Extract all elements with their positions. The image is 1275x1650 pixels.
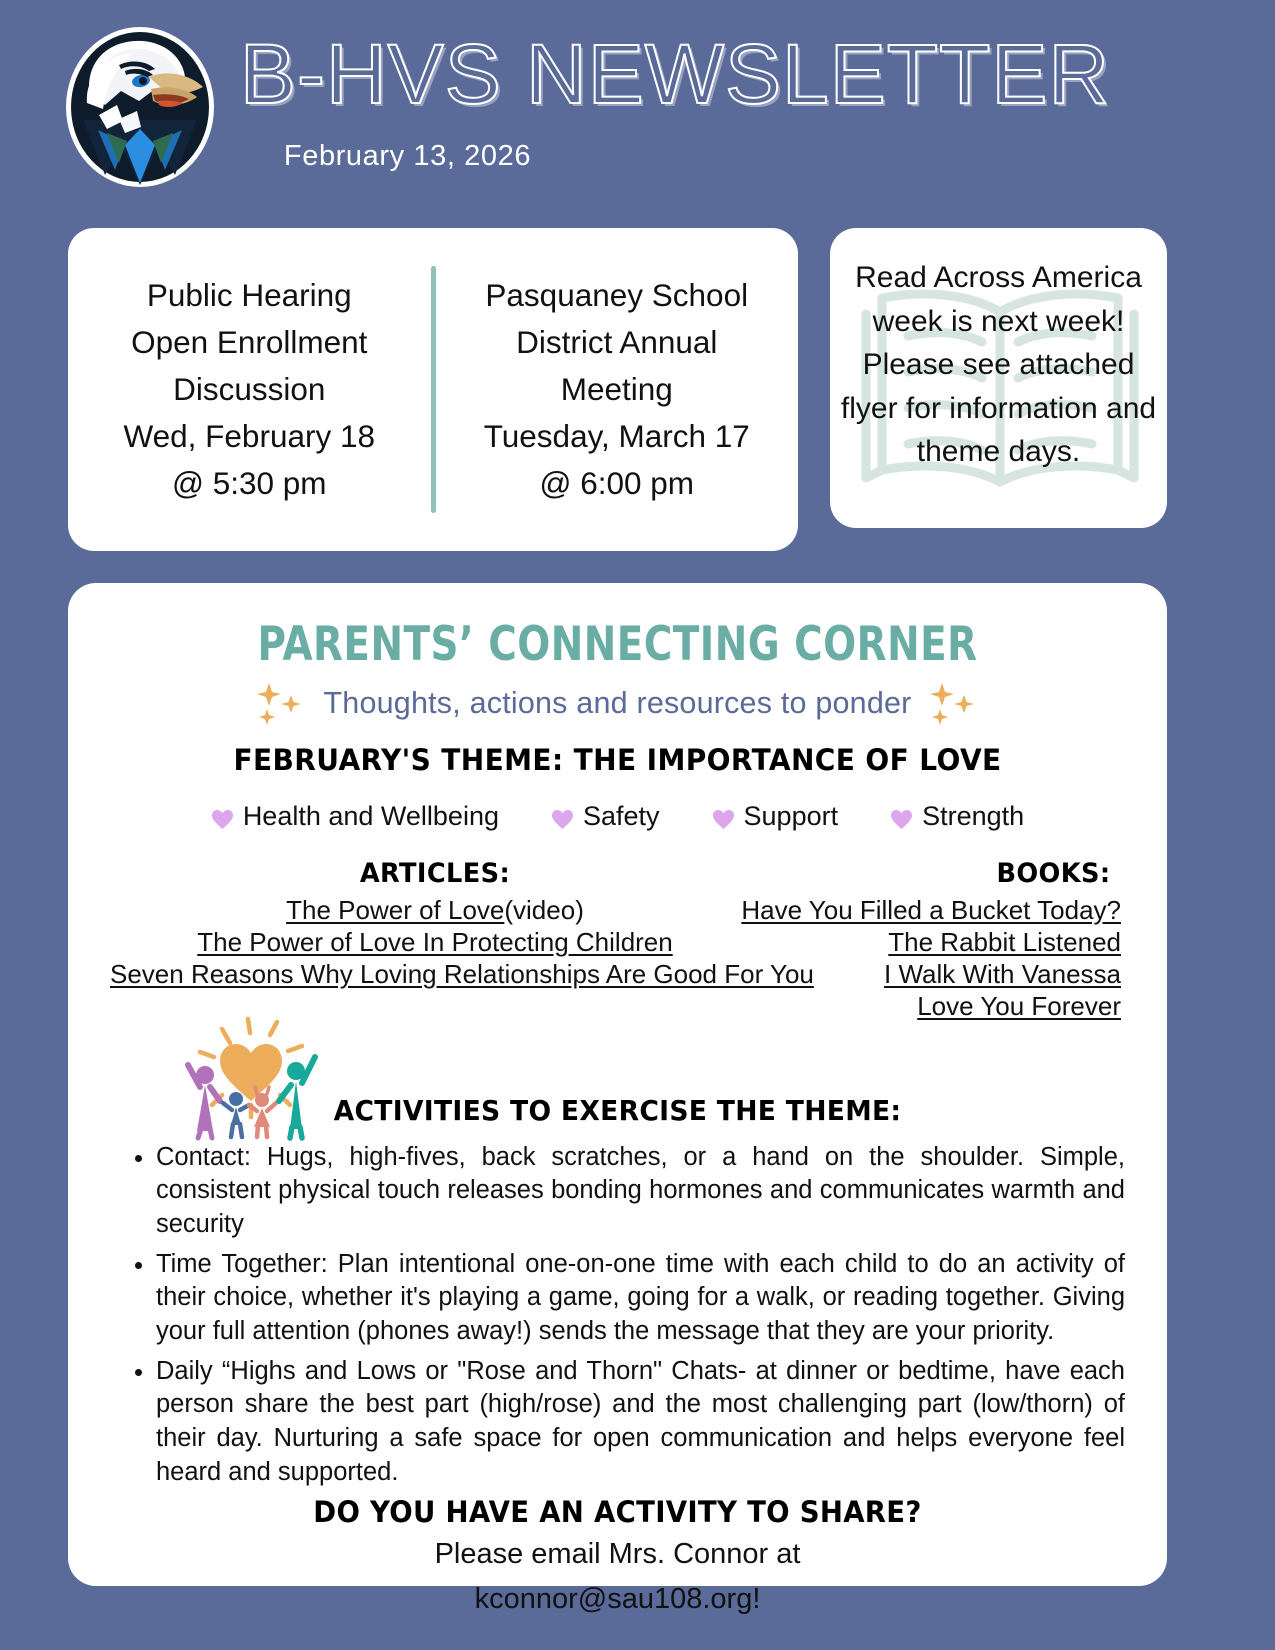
share-instruction: Please email Mrs. Connor at bbox=[434, 1538, 801, 1571]
pcc-subtitle: Thoughts, actions and resources to ponder bbox=[323, 686, 912, 721]
articles-heading: ARTICLES: bbox=[359, 857, 511, 889]
theme-pillar-label: Support bbox=[743, 800, 839, 831]
heart-icon bbox=[551, 806, 574, 827]
sparkle-stars-icon bbox=[926, 681, 982, 727]
book-link[interactable]: The Rabbit Listened bbox=[888, 926, 1121, 957]
article-link-text: The Power of Love In Protecting Children bbox=[197, 926, 673, 957]
list-item: • Contact: Hugs, high-fives, back scratches, or a hand on the shoulder. Simple, consistent physical touch releases bonding hormones and communicates warmth and security bbox=[156, 1141, 1137, 1242]
event-line: Discussion bbox=[173, 371, 326, 408]
book-link[interactable]: Love You Forever bbox=[917, 991, 1121, 1022]
contact-email[interactable]: kconnor@sau108.org! bbox=[474, 1582, 761, 1615]
books-heading: BOOKS: bbox=[996, 857, 1111, 889]
pcc-title: PARENTS’ CONNECTING CORNER bbox=[257, 617, 978, 672]
theme-pillar-label: Health and Wellbeing bbox=[242, 800, 499, 831]
event-column-annual-meeting bbox=[436, 228, 799, 551]
article-link-text: The Power of Love bbox=[286, 894, 505, 925]
newsletter-date: February 13, 2026 bbox=[283, 140, 532, 172]
resources-section bbox=[98, 857, 1137, 1022]
theme-pillar-label: Safety bbox=[582, 800, 660, 831]
theme-pillar-label: Strength bbox=[922, 800, 1025, 831]
announcement-text: Read Across America week is next week! Please see attached flyer for information and theme days. bbox=[840, 261, 1157, 468]
article-link[interactable] bbox=[110, 958, 814, 990]
theme-pillar bbox=[712, 801, 839, 832]
event-line: @ 6:00 pm bbox=[539, 464, 695, 501]
article-link-suffix: (video) bbox=[504, 894, 584, 925]
article-link[interactable] bbox=[110, 894, 760, 926]
share-activity-heading: DO YOU HAVE AN ACTIVITY TO SHARE? bbox=[313, 1495, 922, 1530]
heart-icon bbox=[211, 806, 234, 827]
top-cards-row bbox=[0, 228, 1275, 553]
activities-heading: ACTIVITIES TO EXERCISE THE THEME: bbox=[333, 1093, 902, 1127]
article-link[interactable] bbox=[110, 926, 760, 958]
event-line: Wed, February 18 bbox=[123, 417, 376, 454]
articles-column bbox=[110, 857, 814, 991]
activities-list bbox=[98, 1141, 1137, 1490]
event-line: Open Enrollment bbox=[131, 324, 368, 361]
event-column-public-hearing bbox=[68, 228, 431, 551]
pcc-subtitle-row bbox=[98, 681, 1137, 727]
list-item: • Time Together: Plan intentional one-on-one time with each child to do an activity of their choice, whether it's playing a game, going for a walk, or reading together. Giving your full attention (phones away!) sends the message that they are your priority. bbox=[156, 1248, 1137, 1349]
event-line: Public Hearing bbox=[146, 277, 352, 314]
event-line: @ 5:30 pm bbox=[171, 464, 327, 501]
events-card bbox=[68, 228, 798, 551]
theme-pillar bbox=[211, 801, 499, 832]
article-link-text: Seven Reasons Why Loving Relationships Are Good For You bbox=[110, 959, 814, 990]
theme-pillar bbox=[551, 801, 660, 832]
event-line: Tuesday, March 17 bbox=[483, 417, 750, 454]
parents-connecting-corner-panel bbox=[68, 583, 1167, 1615]
sparkle-stars-icon bbox=[253, 681, 309, 727]
announcement-card bbox=[830, 228, 1167, 528]
list-item: • Daily “Highs and Lows or "Rose and Thorn" Chats- at dinner or bedtime, have each person share the best part (high/rose) and the most challenging part (low/thorn) of their day. Nurturing a safe space for open communication and helps everyone feel heard and supported. bbox=[156, 1355, 1137, 1490]
heart-icon bbox=[712, 806, 735, 827]
page-title: B-HVS NEWSLETTER bbox=[240, 27, 1111, 121]
heart-icon bbox=[890, 806, 913, 827]
event-line: Pasquaney School bbox=[485, 277, 749, 314]
newsletter-header bbox=[0, 0, 1275, 205]
event-line: Meeting bbox=[560, 371, 673, 408]
monthly-theme-heading: FEBRUARY'S THEME: THE IMPORTANCE OF LOVE bbox=[233, 742, 1002, 777]
theme-pillar bbox=[890, 801, 1024, 832]
book-link[interactable]: Have You Filled a Bucket Today? bbox=[741, 894, 1121, 925]
theme-pillars-row bbox=[98, 801, 1137, 832]
event-line: District Annual bbox=[516, 324, 718, 361]
title-wrap bbox=[240, 27, 1240, 121]
book-link[interactable]: I Walk With Vanessa bbox=[884, 959, 1121, 990]
books-column bbox=[701, 858, 1121, 1023]
